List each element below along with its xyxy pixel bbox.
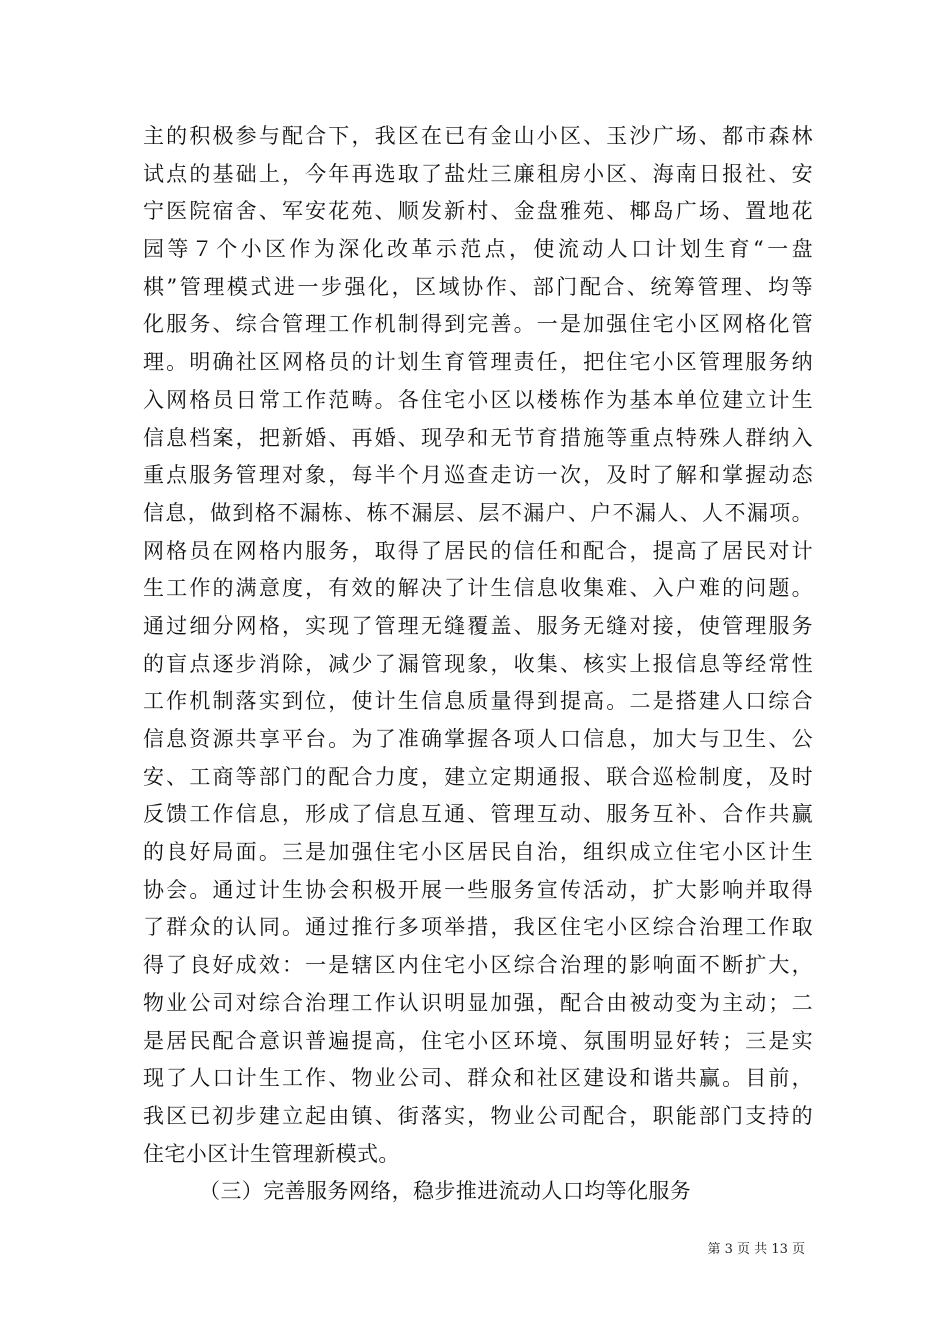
body-line: 棋”管理模式进一步强化，区域协作、部门配合、统筹管理、均等 (143, 274, 813, 299)
body-line: 重点服务管理对象，每半个月巡查走访一次，及时了解和掌握动态 (143, 463, 813, 488)
body-line: 试点的基础上，今年再选取了盐灶三廉租房小区、海南日报社、安 (143, 161, 813, 186)
body-line: 信息档案，把新婚、再婚、现孕和无节育措施等重点特殊人群纳入 (143, 425, 813, 450)
body-line: 信息资源共享平台。为了准确掌握各项人口信息，加大与卫生、公 (143, 727, 813, 751)
body-line: 宁医院宿舍、军安花苑、顺发新村、金盘雅苑、椰岛广场、置地花 (143, 199, 813, 224)
body-line: 的良好局面。三是加强住宅小区居民自治，组织成立住宅小区计生 (143, 840, 813, 865)
body-line: 入网格员日常工作范畴。各住宅小区以楼栋作为基本单位建立计生 (143, 387, 813, 412)
page-number-footer: 第 3 页 共 13 页 (707, 1242, 805, 1257)
body-line: 园等７个小区作为深化改革示范点，使流动人口计划生育“一盘 (143, 237, 813, 262)
body-line: 是居民配合意识普遍提高，住宅小区环境、氛围明显好转；三是实 (143, 1028, 813, 1053)
body-line: 安、工商等部门的配合力度，建立定期通报、联合巡检制度，及时 (143, 764, 813, 789)
body-line: 现了人口计生工作、物业公司、群众和社区建设和谐共赢。目前， (143, 1066, 813, 1091)
body-line: 反馈工作信息，形成了信息互通、管理互动、服务互补、合作共赢 (143, 802, 813, 827)
body-line: 的盲点逐步消除，减少了漏管现象，收集、核实上报信息等经常性 (143, 651, 813, 676)
body-line: 物业公司对综合治理工作认识明显加强，配合由被动变为主动；二 (143, 990, 813, 1015)
body-line: 了群众的认同。通过推行多项举措，我区住宅小区综合治理工作取 (143, 915, 813, 940)
body-line: 化服务、综合管理工作机制得到完善。一是加强住宅小区网格化管 (143, 312, 813, 337)
body-line-last: 住宅小区计生管理新模式。 (143, 1141, 400, 1166)
body-line: 理。明确社区网格员的计划生育管理责任，把住宅小区管理服务纳 (143, 350, 813, 375)
body-line: 工作机制落实到位，使计生信息质量得到提高。二是搭建人口综合 (143, 689, 813, 714)
body-line: 信息，做到格不漏栋、栋不漏层、层不漏户、户不漏人、人不漏项。 (143, 500, 813, 525)
body-line: 得了良好成效：一是辖区内住宅小区综合治理的影响面不断扩大， (143, 953, 813, 978)
body-line: 通过细分网格，实现了管理无缝覆盖、服务无缝对接，使管理服务 (143, 613, 813, 638)
body-line: 协会。通过计生协会积极开展一些服务宣传活动，扩大影响并取得 (143, 877, 813, 902)
body-line: 主的积极参与配合下，我区在已有金山小区、玉沙广场、都市森林 (143, 124, 813, 148)
body-line: 网格员在网格内服务，取得了居民的信任和配合，提高了居民对计 (143, 538, 813, 563)
body-line: 我区已初步建立起由镇、街落实，物业公司配合，职能部门支持的 (143, 1103, 813, 1128)
body-line: 生工作的满意度，有效的解决了计生信息收集难、入户难的问题。 (143, 576, 813, 601)
body-paragraph (143, 118, 813, 1211)
section-heading: （三）完善服务网络，稳步推进流动人口均等化服务 (199, 1179, 692, 1204)
